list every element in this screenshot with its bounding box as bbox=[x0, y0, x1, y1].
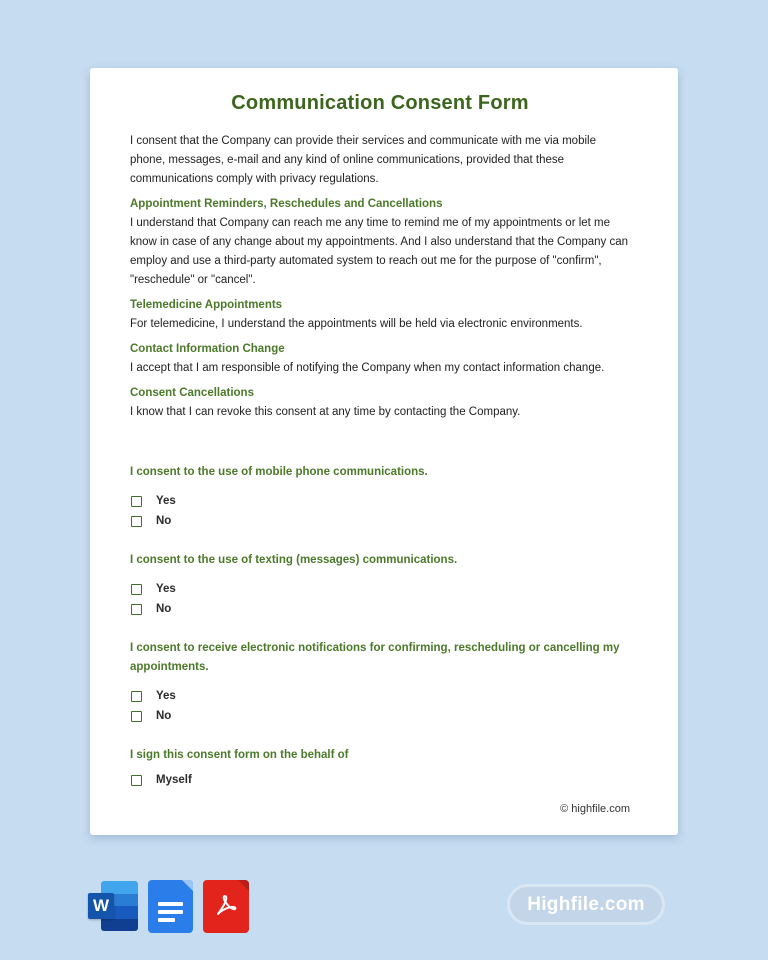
option-label: No bbox=[156, 710, 172, 722]
section-body: I understand that Company can reach me any time to remind me of my appointments or let me know in case of any change about my appointments. And I also understand that the Company can employ and use a third-party automated system to reach out me for the purpose of "confirm", "reschedule" or "cancel". bbox=[130, 217, 629, 286]
checkbox-icon[interactable] bbox=[131, 584, 142, 595]
docs-text-lines bbox=[158, 902, 183, 926]
option-label: Yes bbox=[156, 583, 176, 595]
section-heading: Telemedicine Appointments bbox=[130, 299, 283, 311]
adobe-pdf-icon[interactable] bbox=[203, 880, 249, 933]
question-texting-consent bbox=[130, 551, 630, 619]
section-body: For telemedicine, I understand the appointments will be held via electronic environments. bbox=[130, 318, 583, 330]
question-prompt: I consent to the use of mobile phone communications. bbox=[130, 466, 428, 478]
ms-word-icon[interactable] bbox=[88, 880, 138, 933]
checkbox-icon[interactable] bbox=[131, 711, 142, 722]
question-prompt: I consent to receive electronic notifications for confirming, rescheduling or cancelling my appointments. bbox=[130, 642, 620, 673]
consent-form-page bbox=[90, 68, 678, 835]
option-label: Yes bbox=[156, 495, 176, 507]
checkbox-option-no[interactable] bbox=[130, 599, 630, 619]
checkbox-option-yes[interactable] bbox=[130, 686, 630, 706]
section-heading: Contact Information Change bbox=[130, 343, 285, 355]
highfile-brand-button[interactable]: Highfile.com bbox=[507, 884, 665, 925]
checkbox-option-no[interactable] bbox=[130, 511, 630, 531]
option-label: Yes bbox=[156, 690, 176, 702]
checkbox-icon[interactable] bbox=[131, 496, 142, 507]
acrobat-loop-glyph bbox=[210, 890, 242, 922]
section-appointment-reminders bbox=[130, 195, 630, 290]
section-consent-cancellations bbox=[130, 384, 630, 422]
intro-paragraph: I consent that the Company can provide their services and communicate with me via mobile phone, messages, e-mail and any kind of online communications, provided that these communications comply with privacy regulations. bbox=[130, 135, 596, 185]
option-label: No bbox=[156, 515, 172, 527]
checkbox-option-yes[interactable] bbox=[130, 579, 630, 599]
section-heading: Consent Cancellations bbox=[130, 387, 254, 399]
checkbox-option-yes[interactable] bbox=[130, 491, 630, 511]
question-mobile-phone-consent bbox=[130, 463, 630, 531]
question-prompt: I sign this consent form on the behalf of bbox=[130, 749, 349, 761]
question-electronic-notifications-consent bbox=[130, 639, 630, 726]
page-title: Communication Consent Form bbox=[231, 92, 529, 114]
word-letter-badge: W bbox=[88, 893, 114, 919]
checkbox-option-myself[interactable] bbox=[130, 770, 630, 790]
section-heading: Appointment Reminders, Reschedules and Cancellations bbox=[130, 198, 443, 210]
question-prompt: I consent to the use of texting (messages) communications. bbox=[130, 554, 458, 566]
folded-corner bbox=[182, 880, 193, 891]
checkbox-icon[interactable] bbox=[131, 604, 142, 615]
section-telemedicine bbox=[130, 296, 630, 334]
section-body: I know that I can revoke this consent at any time by contacting the Company. bbox=[130, 406, 521, 418]
option-label: No bbox=[156, 603, 172, 615]
checkbox-icon[interactable] bbox=[131, 516, 142, 527]
section-body: I accept that I am responsible of notifying the Company when my contact information change. bbox=[130, 362, 605, 374]
file-format-toolbar bbox=[88, 880, 249, 933]
checkbox-icon[interactable] bbox=[131, 691, 142, 702]
checkbox-option-no[interactable] bbox=[130, 706, 630, 726]
checkbox-icon[interactable] bbox=[131, 775, 142, 786]
section-contact-info-change bbox=[130, 340, 630, 378]
question-sign-on-behalf-of bbox=[130, 746, 630, 790]
option-label: Myself bbox=[156, 774, 192, 786]
google-docs-icon[interactable] bbox=[148, 880, 193, 933]
copyright-credit: © highfile.com bbox=[560, 803, 630, 815]
